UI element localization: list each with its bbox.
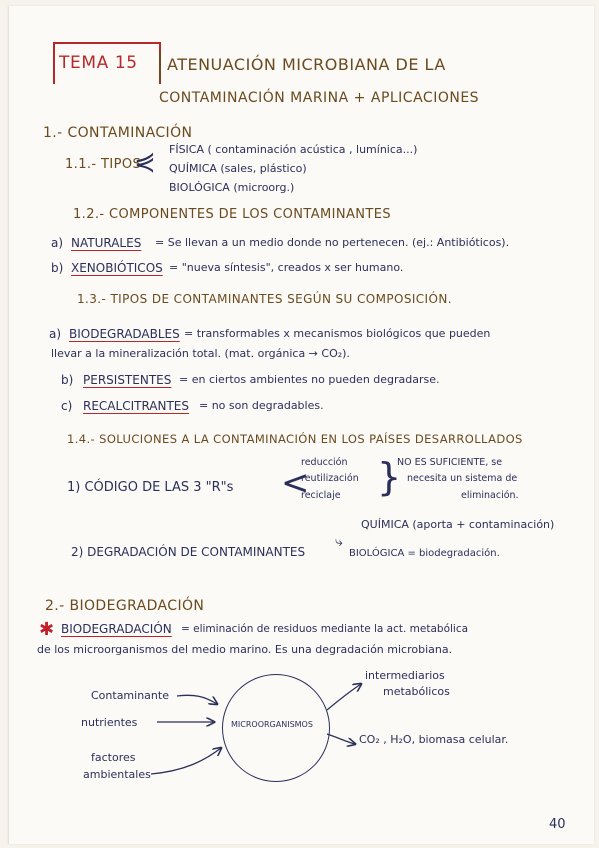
input-contaminante: Contaminante [91, 689, 169, 702]
s12-a-def: = Se llevan a un medio donde no pertenecen. (ej.: Antibióticos). [155, 236, 510, 249]
s12-b-term: XENOBIÓTICOS [71, 261, 163, 275]
s11-item-1: FÍSICA ( contaminación acústica , lumínica...) [169, 143, 418, 156]
s13-c-def: = no son degradables. [199, 399, 324, 412]
arrow-factores [151, 748, 221, 774]
section-2-heading: 2.- BIODEGRADACIÓN [45, 598, 205, 614]
s13-a-term: BIODEGRADABLES [69, 327, 180, 341]
output-1-line-1: intermediarios [365, 669, 445, 682]
s11-brace: ⋞ [134, 147, 156, 177]
section-1-heading: 1.- CONTAMINACIÓN [43, 125, 193, 141]
s13-b-def: = en ciertos ambientes no pueden degradarse. [179, 373, 440, 386]
arrow-contaminante [177, 695, 217, 704]
s13-a-label: a) [49, 327, 62, 341]
s12-a-label: a) [51, 236, 64, 250]
tema-label: TEMA 15 [59, 53, 138, 73]
s13-b-label: b) [61, 373, 74, 387]
s14-1-item-2: reutilización [301, 473, 359, 484]
s14-1-note-2: necesita un sistema de [407, 473, 518, 484]
s14-2-label: 2) DEGRADACIÓN DE CONTAMINANTES [71, 545, 306, 559]
s14-2-item-2: BIOLÓGICA = biodegradación. [349, 548, 500, 559]
output-2: CO₂ , H₂O, biomasa celular. [359, 733, 509, 746]
s14-1-label: 1) CÓDIGO DE LAS 3 "R"s [67, 480, 234, 495]
s14-1-item-1: reducción [301, 457, 348, 468]
s2-def-1: = eliminación de residuos mediante la act. metabólica [181, 623, 469, 635]
s14-1-close-brace: } [377, 455, 402, 499]
s13-c-term: RECALCITRANTES [83, 399, 190, 413]
s12-heading: 1.2.- COMPONENTES DE LOS CONTAMINANTES [73, 207, 392, 222]
s12-a-term: NATURALES [71, 236, 142, 250]
star-icon: ✱ [39, 619, 55, 640]
s11-item-2: QUÍMICA (sales, plástico) [169, 162, 307, 175]
s14-1-item-3: reciclaje [301, 490, 341, 501]
center-label: MICROORGANISMOS [231, 720, 313, 729]
s2-term: BIODEGRADACIÓN [61, 622, 172, 636]
notebook-page [8, 6, 594, 844]
arrow-to-intermediarios [327, 684, 361, 710]
s14-1-brace: < [281, 463, 310, 503]
s13-c-label: c) [61, 399, 73, 413]
input-ambientales: ambientales [83, 768, 151, 781]
arrow-to-co2 [327, 734, 355, 744]
input-factores: factores [91, 751, 136, 764]
flow-arrows [9, 6, 594, 844]
s14-2-branch-icon: ⤷ [335, 534, 343, 550]
s13-a-def2: llevar a la mineralización total. (mat. orgánica → CO₂). [51, 347, 350, 360]
s2-def-2: de los microorganismos del medio marino. Es una degradación microbiana. [37, 643, 453, 656]
output-1-line-2: metabólicos [383, 685, 450, 698]
page-number: 40 [549, 817, 566, 832]
title-line-2: CONTAMINACIÓN MARINA + APLICACIONES [159, 90, 480, 106]
s13-b-term: PERSISTENTES [83, 373, 172, 387]
s12-b-def: = "nueva síntesis", creados x ser humano. [169, 261, 404, 274]
s12-b-label: b) [51, 261, 64, 275]
s13-heading: 1.3.- TIPOS DE CONTAMINANTES SEGÚN SU COMPOSICIÓN. [77, 292, 452, 306]
input-nutrientes: nutrientes [81, 716, 138, 729]
s14-1-note-3: eliminación. [461, 490, 519, 501]
s11-label: 1.1.- TIPOS [65, 157, 142, 172]
s14-2-item-1: QUÍMICA (aporta + contaminación) [361, 518, 555, 531]
s11-item-3: BIOLÓGICA (microorg.) [169, 181, 295, 194]
s14-heading: 1.4.- SOLUCIONES A LA CONTAMINACIÓN EN LOS PAÍSES DESARROLLADOS [67, 432, 523, 446]
title-line-1: ATENUACIÓN MICROBIANA DE LA [167, 55, 446, 74]
s14-1-note-1: NO ES SUFICIENTE, se [397, 457, 503, 468]
s13-a-def: = transformables x mecanismos biológicos que pueden [184, 327, 491, 340]
